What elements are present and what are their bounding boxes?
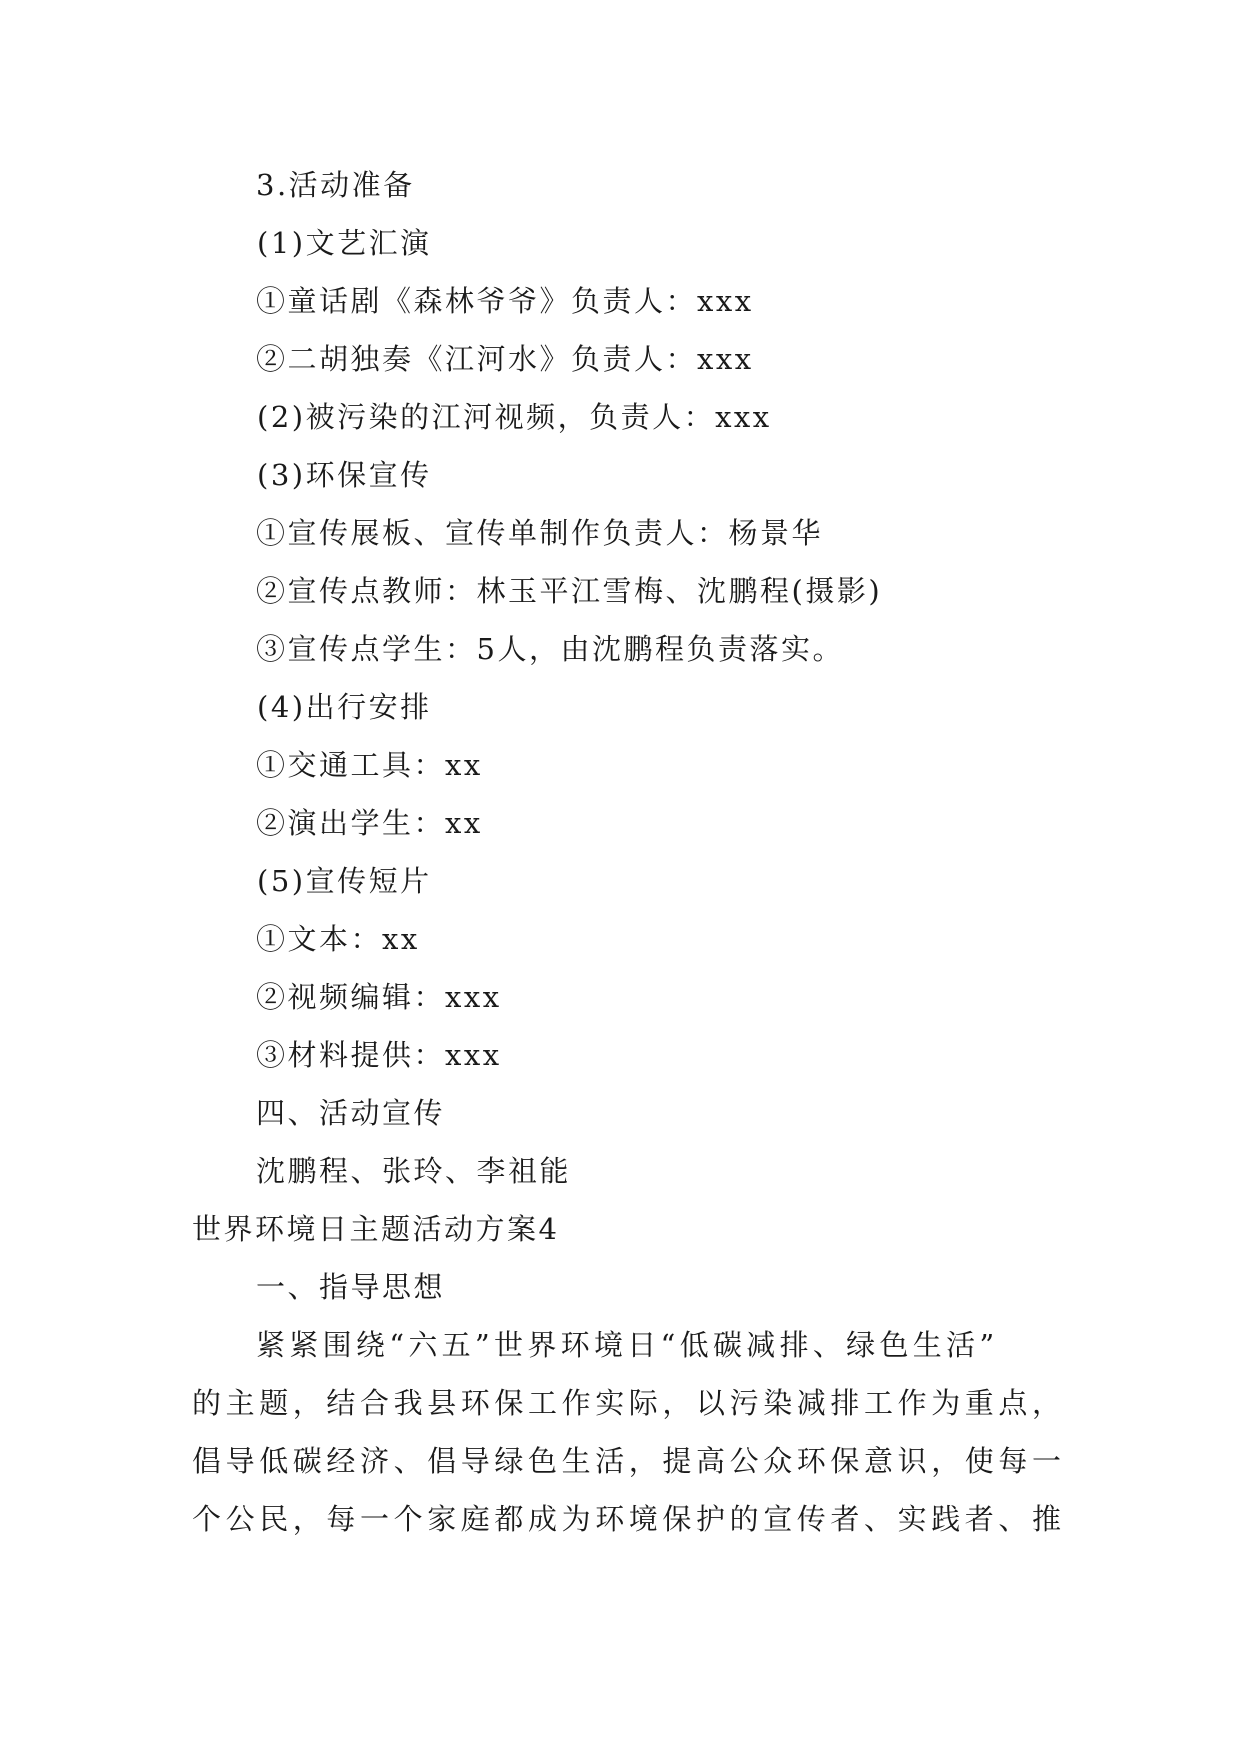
- heading-guiding-ideology: 一、指导思想: [256, 1270, 446, 1304]
- paragraph-line-2: 的主题，结合我县环保工作实际，以污染减排工作为重点，: [192, 1386, 1066, 1420]
- heading-activity-preparation: 3.活动准备: [256, 168, 415, 202]
- subitem-publicity-students: ③宣传点学生：5人，由沈鹏程负责落实。: [256, 632, 844, 666]
- item-performance: (1)文艺汇演: [257, 226, 432, 260]
- subitem-display-boards: ①宣传展板、宣传单制作负责人：杨景华: [256, 516, 824, 550]
- heading-activity-publicity: 四、活动宣传: [256, 1096, 446, 1130]
- paragraph-line-4: 个公民，每一个家庭都成为环境保护的宣传者、实践者、推: [192, 1502, 1066, 1536]
- subitem-transportation: ①交通工具：xx: [256, 748, 483, 782]
- subitem-publicity-teachers: ②宣传点教师：林玉平江雪梅、沈鹏程(摄影): [256, 574, 883, 608]
- section-title: 世界环境日主题活动方案4: [192, 1212, 560, 1246]
- subitem-materials: ③材料提供：xxx: [256, 1038, 502, 1072]
- item-polluted-river-video: (2)被污染的江河视频，负责人：xxx: [257, 400, 772, 434]
- paragraph-line-3: 倡导低碳经济、倡导绿色生活，提高公众环保意识，使每一: [192, 1444, 1066, 1478]
- subitem-video-editing: ②视频编辑：xxx: [256, 980, 502, 1014]
- item-promo-short-film: (5)宣传短片: [257, 864, 432, 898]
- subitem-performing-students: ②演出学生：xx: [256, 806, 483, 840]
- subitem-script: ①文本：xx: [256, 922, 420, 956]
- paragraph-line-1: 紧紧围绕“六五”世界环境日“低碳减排、绿色生活”: [256, 1328, 999, 1362]
- item-travel-arrangement: (4)出行安排: [257, 690, 432, 724]
- item-environmental-publicity: (3)环保宣传: [257, 458, 432, 492]
- publicity-staff: 沈鹏程、张玲、李祖能: [256, 1154, 572, 1188]
- subitem-erhu-solo: ②二胡独奏《江河水》负责人：xxx: [256, 342, 754, 376]
- subitem-fairy-tale-play: ①童话剧《森林爷爷》负责人：xxx: [256, 284, 754, 318]
